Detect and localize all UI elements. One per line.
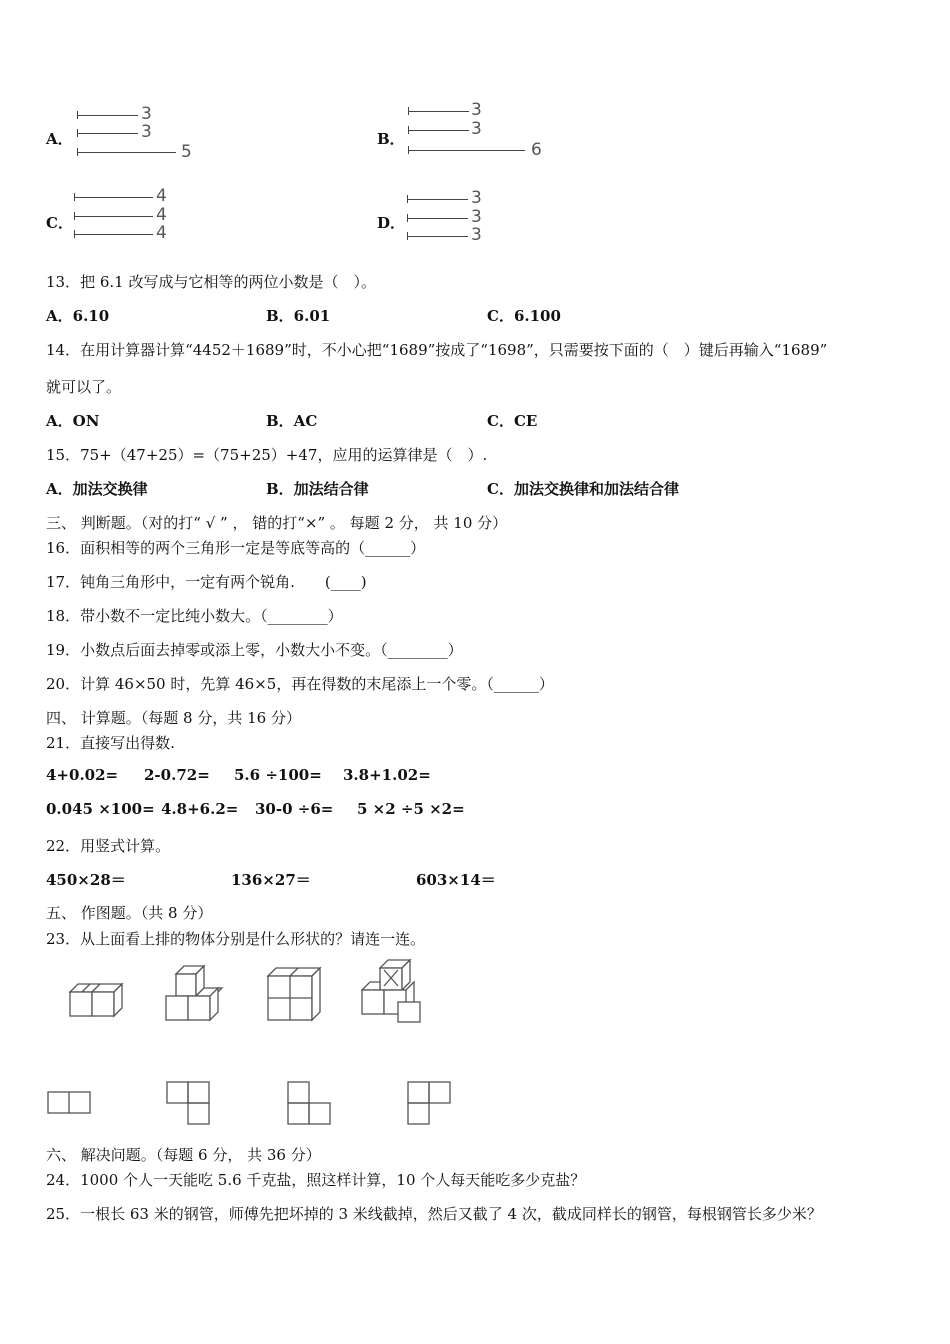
q21-item: 5 ×2 ÷5 ×2=	[357, 800, 465, 818]
option-label: C．	[46, 214, 73, 232]
segment	[78, 152, 176, 153]
question-22: 22．用竖式计算。	[46, 837, 171, 855]
question-19: 19．小数点后面去掉零或添上零，小数大小不变。（________）	[46, 641, 463, 659]
segment-label: 3	[471, 119, 482, 139]
q21-item: 3.8+1.02=	[343, 766, 431, 784]
segment	[75, 234, 153, 235]
q21-item: 0.045 ×100=	[46, 800, 155, 818]
q22-item: 603×14＝	[416, 871, 496, 889]
q13-option-b: B．6.01	[266, 307, 331, 325]
q14-option-a: A．ON	[46, 412, 100, 430]
question-16: 16．面积相等的两个三角形一定是等底等高的（______）	[46, 539, 426, 557]
question-13: 13．把 6.1 改写成与它相等的两位小数是（ ）。	[46, 273, 376, 291]
segment-label: 3	[141, 104, 152, 124]
q22-item: 450×28＝	[46, 871, 126, 889]
segment-label: 4	[156, 205, 167, 225]
section-3-heading: 三、 判断题。（对的打“ √ ” ， 错的打“×” 。 每题 2 分， 共 10 分）	[46, 514, 508, 532]
question-14-cont: 就可以了。	[46, 378, 122, 396]
segment	[75, 216, 153, 217]
segment-label: 3	[471, 188, 482, 208]
top-view-shape-3	[286, 1080, 332, 1126]
segment-label: 3	[471, 100, 482, 120]
q21-item: 30-0 ÷6=	[255, 800, 334, 818]
question-18: 18．带小数不一定比纯小数大。（________）	[46, 607, 343, 625]
section-4-heading: 四、 计算题。（每题 8 分，共 16 分）	[46, 709, 301, 727]
section-5-heading: 五、 作图题。（共 8 分）	[46, 904, 213, 922]
question-17: 17．钝角三角形中，一定有两个锐角. (____)	[46, 573, 367, 591]
segment	[409, 111, 469, 112]
segment-label: 5	[181, 142, 192, 162]
top-view-shape-1	[46, 1090, 92, 1116]
q21-item: 2-0.72=	[144, 766, 210, 784]
question-24: 24．1000 个人一天能吃 5.6 千克盐，照这样计算，10 个人每天能吃多少克盐？	[46, 1171, 586, 1189]
q21-item: 4+0.02=	[46, 766, 119, 784]
question-23: 23．从上面看上排的物体分别是什么形状的？请连一连。	[46, 930, 426, 948]
segment-label: 3	[141, 122, 152, 142]
question-25: 25．一根长 63 米的钢管，师傅先把坏掉的 3 米线截掉，然后又截了 4 次，截成同样长的钢管，每根钢管长多少米？	[46, 1205, 822, 1223]
segment	[408, 199, 468, 200]
question-21: 21．直接写出得数.	[46, 734, 175, 752]
segment	[78, 133, 138, 134]
q15-option-c: C．加法交换律和加法结合律	[487, 480, 679, 498]
q21-item: 5.6 ÷100=	[234, 766, 322, 784]
segment-label: 4	[156, 223, 167, 243]
option-label: B．	[377, 130, 405, 148]
question-14: 14．在用计算器计算“4452＋1689”时，不小心把“1689”按成了“1698”，只需要按下面的（ ）键后再输入“1689”	[46, 341, 828, 359]
option-label: A．	[46, 130, 73, 148]
segment	[408, 236, 468, 237]
cube-figure-4	[354, 956, 426, 1026]
q22-item: 136×27＝	[231, 871, 311, 889]
cube-figure-3	[262, 964, 326, 1026]
q14-option-c: C．CE	[487, 412, 538, 430]
segment	[78, 115, 138, 116]
segment	[408, 218, 468, 219]
q13-option-a: A．6.10	[46, 307, 110, 325]
question-15: 15．75+（47+25）=（75+25）+47，应用的运算律是（ ）.	[46, 446, 488, 464]
segment	[409, 150, 525, 151]
q15-option-a: A．加法交换律	[46, 480, 148, 498]
segment	[75, 197, 153, 198]
q15-option-b: B．加法结合律	[266, 480, 369, 498]
segment-label: 3	[471, 225, 482, 245]
q21-item: 4.8+6.2=	[161, 800, 239, 818]
segment-label: 6	[531, 140, 542, 160]
q14-option-b: B．AC	[266, 412, 318, 430]
top-view-shape-2	[165, 1080, 211, 1126]
top-view-shape-4	[406, 1080, 452, 1126]
question-20: 20．计算 46×50 时，先算 46×5，再在得数的末尾添上一个零。（______）	[46, 675, 554, 693]
option-label: D．	[377, 214, 406, 232]
segment	[409, 130, 469, 131]
segment-label: 4	[156, 186, 167, 206]
cube-figure-1	[62, 972, 126, 1024]
segment-label: 3	[471, 207, 482, 227]
section-6-heading: 六、 解决问题。（每题 6 分， 共 36 分）	[46, 1146, 321, 1164]
cube-figure-2	[158, 962, 228, 1026]
q13-option-c: C．6.100	[487, 307, 561, 325]
